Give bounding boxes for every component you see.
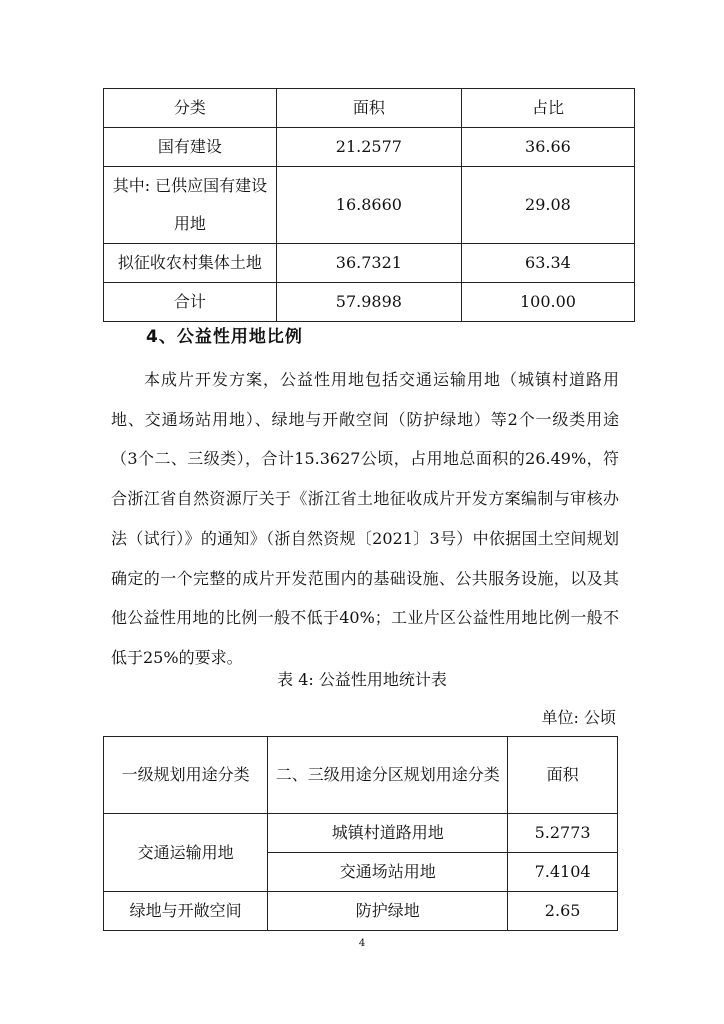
header-level1: 一级规划用途分类 — [104, 737, 268, 814]
header-area: 面积 — [276, 89, 461, 128]
table-caption: 表 4: 公益性用地统计表 — [277, 670, 447, 689]
cell-label: 合计 — [104, 283, 277, 322]
cell-label-line1: 其中: 已供应国有建设 — [112, 176, 268, 195]
cell-label — [104, 167, 277, 244]
land-classification-table — [103, 88, 635, 322]
header-level2: 二、三级用途分区规划用途分类 — [268, 737, 508, 814]
paragraph-text: 本成片开发方案，公益性用地包括交通运输用地（城镇村道路用地、交通场站用地）、绿地与开敞空间（防护绿地）等2个一级类用途（3个二、三级类），合计15.3627公顷，占用地总面积的26.49%，符合浙江省自然资源厅关于《浙江省土地征收成片开发方案编制与审核办法（试行）》的通知》（浙自然资规〔2021〕3号）中依据国土空间规划确定的一个完整的成片开发范围内的基础设施、公共服务设施，以及其他公益性用地的比例一般不低于40%；工业片区公益性用地比例一般不低于25%的要求。 — [111, 370, 619, 667]
cell-ratio: 29.08 — [461, 167, 634, 244]
header-category: 分类 — [104, 89, 277, 128]
table-unit: 单位: 公顷 — [541, 708, 616, 727]
cell-area: 7.4104 — [508, 853, 618, 892]
cell-area: 21.2577 — [276, 128, 461, 167]
cell-level2: 交通场站用地 — [268, 853, 508, 892]
cell-area: 57.9898 — [276, 283, 461, 322]
cell-label: 国有建设 — [104, 128, 277, 167]
cell-ratio: 36.66 — [461, 128, 634, 167]
cell-ratio: 100.00 — [461, 283, 634, 322]
table-row — [104, 167, 635, 244]
cell-area: 36.7321 — [276, 244, 461, 283]
table-row — [104, 814, 618, 853]
table-row — [104, 892, 618, 931]
cell-label-line2: 用地 — [173, 214, 206, 233]
table-header-row — [104, 89, 635, 128]
cell-area: 2.65 — [508, 892, 618, 931]
body-paragraph — [111, 360, 619, 678]
section-heading: 4、公益性用地比例 — [146, 327, 303, 347]
cell-level1: 绿地与开敞空间 — [104, 892, 268, 931]
header-ratio: 占比 — [461, 89, 634, 128]
cell-level2: 防护绿地 — [268, 892, 508, 931]
cell-area: 16.8660 — [276, 167, 461, 244]
cell-label: 拟征收农村集体土地 — [104, 244, 277, 283]
table-header-row — [104, 737, 618, 814]
cell-level2: 城镇村道路用地 — [268, 814, 508, 853]
cell-ratio: 63.34 — [461, 244, 634, 283]
table-total-row — [104, 283, 635, 322]
header-area: 面积 — [508, 737, 618, 814]
table-row — [104, 128, 635, 167]
public-land-table — [103, 736, 618, 931]
cell-area: 5.2773 — [508, 814, 618, 853]
cell-level1: 交通运输用地 — [104, 814, 268, 892]
table-row — [104, 244, 635, 283]
page-number: 4 — [358, 938, 366, 949]
